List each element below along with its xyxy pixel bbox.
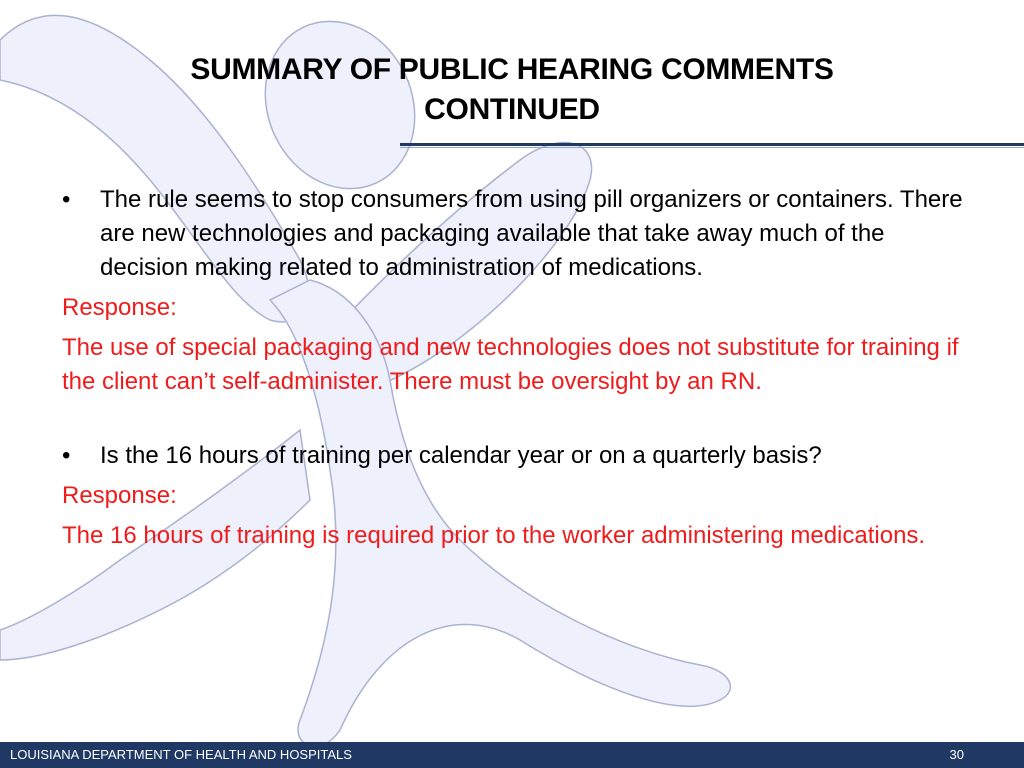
comment-1 (62, 183, 972, 285)
bullet-icon: • (62, 442, 71, 469)
footer-bar (0, 742, 1024, 768)
slide-title-line1: SUMMARY OF PUBLIC HEARING COMMENTS (190, 53, 834, 86)
slide-body (62, 183, 972, 553)
title-divider (400, 143, 1024, 146)
footer-organization: LOUISIANA DEPARTMENT OF HEALTH AND HOSPITALS (10, 747, 352, 762)
slide-title (110, 50, 914, 130)
response-label-2: Response: (62, 482, 177, 509)
response-text-2: The 16 hours of training is required prior to the worker administering medications. (62, 522, 926, 549)
response-text-1: The use of special packaging and new technologies does not substitute for training if the client can’t self-administer. There must be oversight by an RN. (62, 334, 959, 395)
page-number: 30 (949, 747, 964, 762)
title-divider-shadow (400, 147, 1024, 148)
response-label-1: Response: (62, 294, 177, 321)
bullet-icon: • (62, 186, 71, 213)
comment-text: Is the 16 hours of training per calendar year or on a quarterly basis? (100, 442, 822, 469)
comment-2 (62, 439, 972, 473)
comment-text: The rule seems to stop consumers from using pill organizers or containers. There are new technologies and packaging available that take away much of the decision making related to administration of medications. (100, 186, 963, 281)
slide-title-line2: CONTINUED (424, 93, 600, 126)
